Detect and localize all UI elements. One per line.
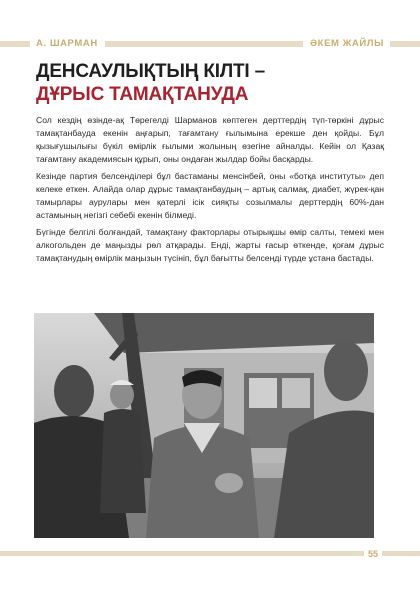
footer-rule [0, 551, 420, 556]
paragraph: Бүгінде белгілі болғандай, тамақтану факторлары отырықшы өмір салты, темекі мен алкогольден де маңызды рөл атқарады. Енді, жарты ғасыр өткенде, қоғам дұрыс тамақтанудың өмірлік маңызын түсініп, бұл бағытты белсенді түрде ұстана бастады. [36, 227, 384, 263]
article-body [36, 114, 384, 269]
page-number: 55 [364, 548, 382, 560]
title-line-2: ДҰРЫС ТАМАҚТАНУДА [36, 84, 249, 105]
paragraph: Кезінде партия белсенділері бұл бастаманы менсінбей, оны «ботқа институты» деп келеке еткен. Алайда олар дұрыс тамақтанбаудың – артық салмақ, диабет, жүрек-қан тамырлары аурулары мен қатерлі ісік сияқты созылмалы дерттердің 60%-дан астамының негізгі себебі екенін білмеді. [36, 171, 384, 220]
black-and-white-photo [34, 313, 374, 538]
article-title [36, 60, 396, 106]
paragraph: Сол кездің өзінде-ақ Төрегелді Шарманов көптеген дерттердің түп-төркіні дұрыс тамақтанбауда екенін аңғарып, тағамтану ғылымына ерекше ден қойды. Бұл қызығушылығы бүкіл өмірлік ғылыми жолының өзегіне айналды. Кейін ол Қазақ тағамтану академиясын құрып, оны ондаған жылдар бойы басқарды. [36, 115, 384, 164]
title-line-1: ДЕНСАУЛЫҚТЫҢ КІЛТІ – [36, 61, 265, 82]
running-header-section: ӘКЕМ ЖАЙЛЫ [303, 36, 390, 52]
running-header-author: А. ШАРМАН [30, 36, 105, 52]
photo-illustration [34, 313, 374, 538]
